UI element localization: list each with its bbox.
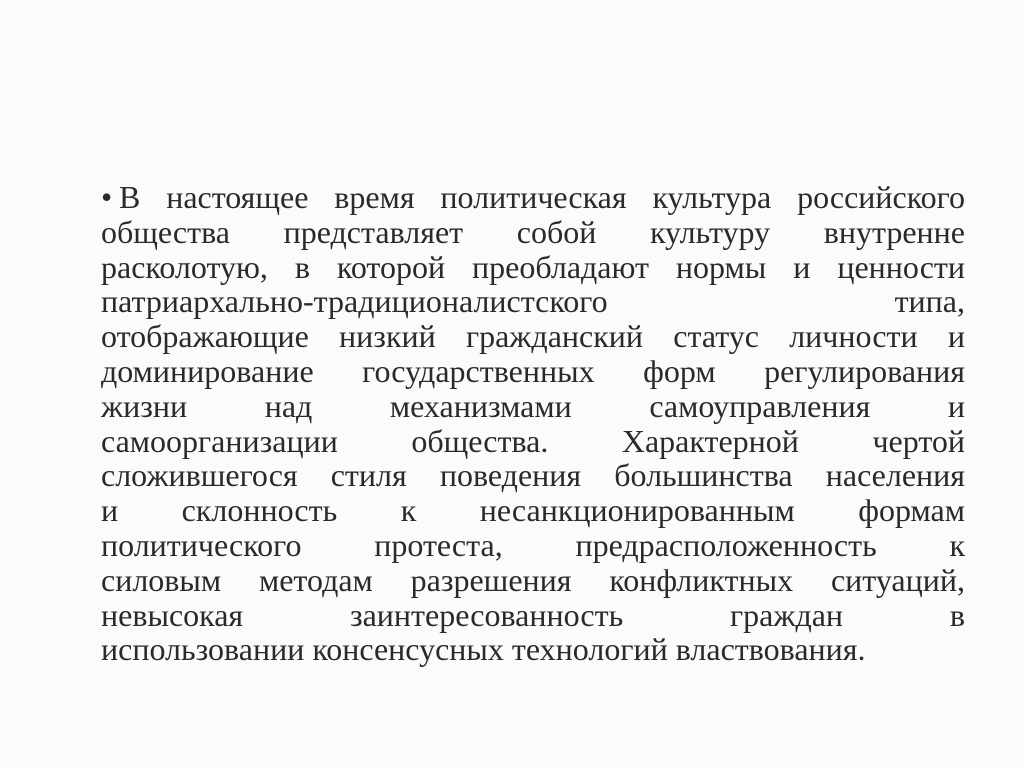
- text-line: жизни над механизмами самоуправления и: [101, 387, 965, 424]
- text-line: политического протеста, предрасположенность к: [101, 526, 965, 563]
- text-line: силовым методам разрешения конфликтных ситуаций,: [101, 561, 965, 598]
- bullet-point: •: [101, 179, 113, 215]
- text-line: самоорганизации общества. Характерной чертой: [101, 422, 965, 459]
- bullet-paragraph: [101, 180, 965, 667]
- text-line: патриархально-традиционалистского типа,: [101, 283, 965, 320]
- text-line: использовании консенсусных технологий властвования.: [101, 631, 866, 668]
- text-line: доминирование государственных форм регулирования: [101, 352, 965, 389]
- text-line: расколотую, в которой преобладают нормы и ценности: [101, 248, 965, 285]
- text-line: невысокая заинтересованность граждан в: [101, 596, 965, 633]
- text-line: и склонность к несанкционированным формам: [101, 492, 965, 529]
- text-line: • В настоящее время политическая культура российского: [101, 179, 965, 215]
- text-line: общества представляет собой культуру внутренне: [101, 213, 965, 250]
- text-line: отображающие низкий гражданский статус личности и: [101, 318, 965, 355]
- text-line: сложившегося стиля поведения большинства населения: [101, 457, 965, 494]
